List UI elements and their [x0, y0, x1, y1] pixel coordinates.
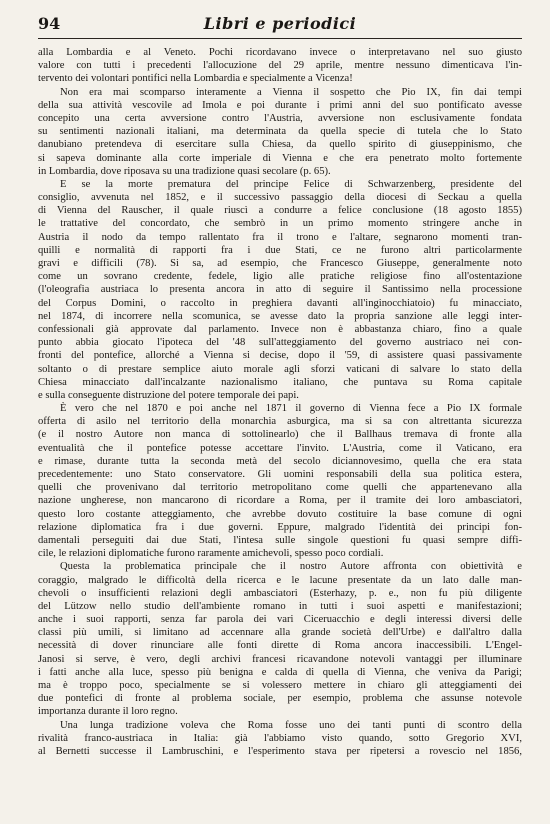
text-line: (e il nostro Autore non manca di sottolinearlo) che il Ballhaus tremava di fronte alla [38, 429, 522, 441]
text-line: chevoli o insufficienti relazioni degli ambasciatori (Esterhazy, p. e., non fu più diligente [38, 587, 522, 599]
text-line: fronti del pontefice, allorché a Vienna si decise, dopo il '59, di assistere quasi passivamente [38, 350, 522, 362]
text-line: gravi e difficili (78). Si sa, ad esempio, che Francesco Giuseppe, generalmente noto [38, 258, 522, 269]
text-line: E se la morte prematura del principe Felice di Schwarzenberg, presidente del [60, 178, 522, 190]
text-line: danubiano pretendeva di esercitare sulla Chiesa, da quello spirito di giuseppinismo, che [38, 139, 522, 151]
text-line: confessionali già approvate dal parlamento. Invece non è abbastanza chiaro, fino a quale [38, 323, 522, 335]
body-text [38, 46, 522, 758]
text-line: quelli che provenivano dal territorio metropolitano come quelli che appartenevano alla [38, 482, 522, 494]
text-line: nel 1874, di incorrere nella scomunica, se avesse dato la propria sanzione alle leggi inter- [38, 310, 522, 322]
page-number: 94 [38, 14, 61, 33]
text-line: punto abbia giocato l'ipoteca del '48 sull'atteggiamento del governo austriaco nei con- [38, 337, 522, 349]
running-title: Libri e periodici [203, 14, 357, 33]
text-line: (l'oleografia austriaca lo presenta ancora in atto di seguire il Santissimo nella processione [38, 284, 522, 296]
header-rule [38, 38, 522, 39]
text-line: damentali perseguiti dai due Stati, l'intesa sulle singole questioni fu quasi sempre diffi- [38, 534, 522, 546]
text-line: del Corpus Domini, o raccolto in preghiera davanti all'inginocchiatoio) fu minacciato, [38, 297, 522, 309]
text-line: precedentemente: uno Stato conservatore. Gli uomini responsabili della sua politica estera, [38, 469, 522, 480]
text-line: rivalità franco-austriaca in Italia: già l'abbiamo visto quando, sotto Gregorio XVI, [38, 732, 522, 744]
text-line: di Vienna del Rauscher, il quale riuscì a condurre a felice conclusione (18 agosto 1855) [38, 205, 522, 217]
text-line: della sua attività vescovile ad Imola e poi durante i primi anni del suo pontificato avesse [38, 99, 522, 111]
text-line: ma è troppo poco, specialmente se si volessero mettere in chiaro gli atteggiamenti dei [38, 680, 522, 691]
text-line: coraggio, malgrado le difficoltà della ricerca e le lacune presentate da un lato dalle man- [38, 574, 522, 586]
text-line: i fatti anche alla luce, spesso più benigna e calda di quella di Vienna, che veniva da Parigi; [38, 666, 522, 678]
text-line: Non era mai scomparso interamente a Vienna il sospetto che Pio IX, fin dai tempi [60, 86, 522, 98]
text-line: valore con tutti i precedenti l'allocuzione del 29 aprile, mentre nessuno dimenticava l'in- [38, 60, 522, 72]
text-line: offerta di asilo nel territorio della monarchia asburgica, ma si sa con altrettanta sicurezza [38, 416, 522, 428]
text-line: alla Lombardia e al Veneto. Pochi ricordavano invece o interpretavano nel suo giusto [38, 47, 522, 58]
text-line: eventualità che il pontefice potesse accettare l'invito. L'Austria, come il Vaticano, era [38, 442, 522, 454]
text-line: e sulla conseguente distruzione del potere temporale dei papi. [38, 389, 299, 401]
text-line: e rimase, durante tutta la seconda metà del secolo diciannovesimo, quella che era stata [38, 455, 522, 467]
text-line: cile, le relazioni diplomatiche furono raramente amichevoli, spesso poco cordiali. [38, 548, 384, 560]
text-line: Una lunga tradizione voleva che Roma fosse uno dei tanti punti di scontro della [60, 719, 522, 731]
text-line: È vero che nel 1870 e poi anche nel 1871 il governo di Vienna fece a Pio IX formale [60, 403, 522, 415]
text-line: nazione ungherese, non mancarono di ricordare a Roma, per il tramite dei loro ambasciatori, [38, 495, 522, 507]
text-line: le trattative del concordato, che sembrò in un primo momento stringere anche in [38, 218, 522, 230]
text-line: relazione diplomatica fra i due governi. Eppure, malgrado l'identità dei principi fon- [38, 521, 522, 533]
text-line: classi più umili, si limitano ad accennare alla grande società dell'Urbe) e dall'altro dalla [38, 627, 522, 639]
text-line: importanza durante il loro regno. [38, 706, 178, 718]
text-line: questo loro costante atteggiamento, che avrebbe dovuto costituire la base comune di ogni [38, 508, 522, 520]
text-line: soltanto o di prestare semplice aiuto morale agli sforzi vaticani di salvare lo stato della [38, 363, 522, 375]
text-line: Chiesa minacciato dall'incalzante nazionalismo italiano, che puntava su Roma capitale [38, 376, 522, 388]
text-line: quilli e normalità di rapporti fra i due Stati, ce ne furono altri particolarmente [38, 244, 522, 256]
text-line: del Lützow nello studio dell'ambiente romano in tutti i suoi aspetti e manifestazioni; [38, 600, 522, 612]
text-line: al Bernetti successe il Lambruschini, e l'esperimento stava per ripetersi a rovescio nel 1856, [38, 745, 522, 757]
text-line: come un sovrano credente, fedele, ligio alle pratiche religiose fino all'ostentazione [38, 271, 522, 283]
text-line: su sentimenti nazionali italiani, ma determinata da quella specie di tutela che lo Stato [38, 126, 522, 138]
text-line: concepito una certa avversione contro l'Austria, avversione non esclusivamente fondata [38, 112, 522, 124]
text-line: in Lombardia, dove riposava su una tradizione quasi secolare (p. 65). [38, 165, 331, 177]
page-header [38, 14, 522, 36]
text-line: Janosi si serve, è vero, degli archivi francesi ricavandone notevoli vantaggi per illuminare [38, 653, 522, 665]
text-line: Questa la problematica principale che il nostro Autore affronta con obiettività e [60, 561, 522, 573]
text-line: Austria il nodo da tempo rallentato fra il trono e l'altare, segnarono momenti tran- [38, 231, 522, 243]
text-line: si sapeva dominante alla corte imperiale di Vienna e che era penetrato molto fortemente [38, 152, 522, 164]
text-line: consiglio, avvenuta nel 1852, e il successivo passaggio della diocesi di Seckau a quella [38, 192, 522, 204]
text-line: tervento dei volontari pontifici nella Lombardia e specialmente a Vicenza! [38, 73, 353, 85]
text-line: necessità di dover rinunciare alle fonti dirette di Roma ancora inaccessibili. L'Engel- [38, 640, 522, 652]
text-line: due pontefici di fronte al problema sociale, per esempio, problema che assunse notevole [38, 693, 522, 705]
text-line: anche i suoi rapporti, senza far parola dei vari Ciceruacchio e degli interessi diversi delle [38, 614, 522, 626]
